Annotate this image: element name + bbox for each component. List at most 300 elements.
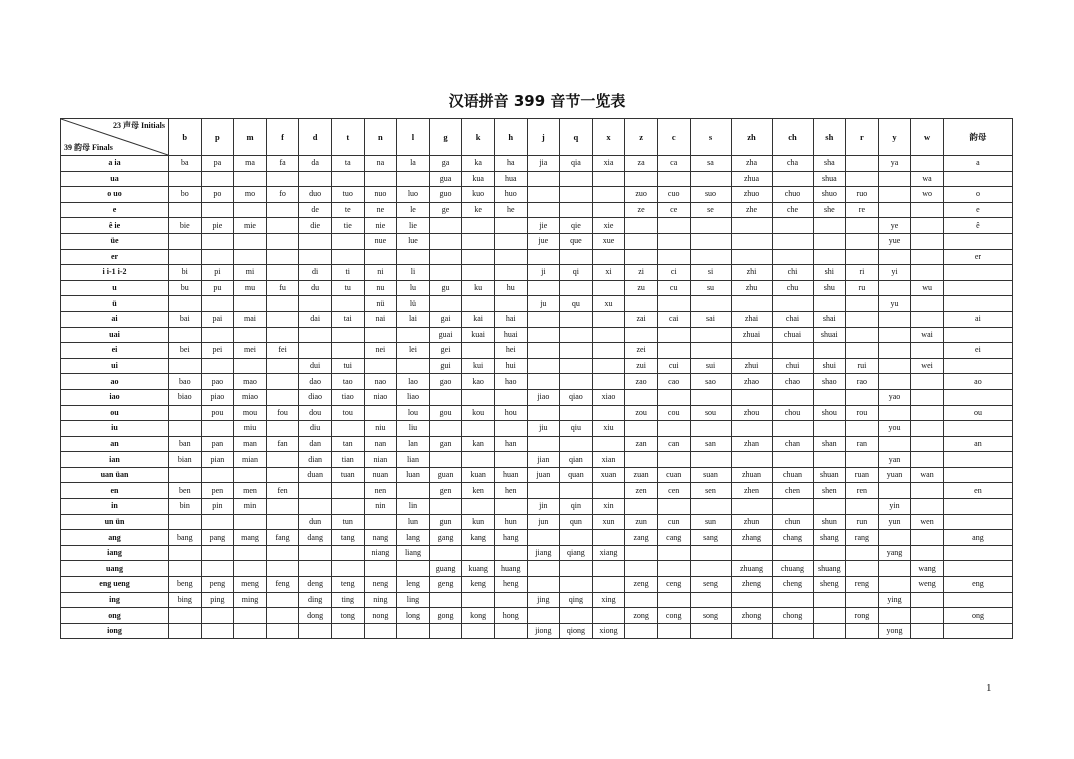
- syllable-cell: hen: [494, 483, 527, 499]
- final-label: ü: [61, 296, 169, 312]
- syllable-cell: [878, 187, 911, 203]
- table-row: [61, 561, 1013, 577]
- syllable-cell: [813, 421, 846, 437]
- syllable-cell: sao: [690, 374, 731, 390]
- syllable-cell: [657, 233, 690, 249]
- syllable-cell: kao: [462, 374, 495, 390]
- syllable-cell: mao: [234, 374, 267, 390]
- final-label: ang: [61, 530, 169, 546]
- syllable-cell: chang: [772, 530, 813, 546]
- syllable-cell: [331, 499, 364, 515]
- syllable-cell: [657, 249, 690, 265]
- syllable-cell: [266, 296, 299, 312]
- syllable-cell: zhen: [731, 483, 772, 499]
- column-header: c: [657, 119, 690, 156]
- syllable-cell: [494, 452, 527, 468]
- syllable-cell: [846, 327, 879, 343]
- syllable-cell: lin: [397, 499, 430, 515]
- table-row: [61, 156, 1013, 172]
- syllable-cell: bu: [169, 280, 202, 296]
- syllable-cell: lou: [397, 405, 430, 421]
- syllable-cell: [592, 436, 625, 452]
- syllable-cell: [911, 156, 944, 172]
- syllable-cell: jin: [527, 499, 560, 515]
- final-label: üe: [61, 233, 169, 249]
- syllable-cell: [266, 608, 299, 624]
- syllable-cell: huan: [494, 467, 527, 483]
- syllable-cell: dan: [299, 436, 332, 452]
- syllable-cell: er: [943, 249, 1012, 265]
- syllable-cell: ong: [943, 608, 1012, 624]
- syllable-cell: tai: [331, 311, 364, 327]
- syllable-cell: [813, 592, 846, 608]
- syllable-cell: wei: [911, 358, 944, 374]
- syllable-cell: zun: [625, 514, 658, 530]
- syllable-cell: luo: [397, 187, 430, 203]
- syllable-cell: [592, 483, 625, 499]
- syllable-cell: [731, 452, 772, 468]
- syllable-cell: chuai: [772, 327, 813, 343]
- column-header: k: [462, 119, 495, 156]
- initials-label: 23 声母 Initials: [112, 121, 165, 130]
- corner-header: [61, 119, 169, 156]
- syllable-cell: zhou: [731, 405, 772, 421]
- syllable-cell: [772, 171, 813, 187]
- syllable-cell: ping: [201, 592, 234, 608]
- syllable-cell: [169, 467, 202, 483]
- syllable-cell: [690, 296, 731, 312]
- column-header: q: [560, 119, 593, 156]
- syllable-cell: dian: [299, 452, 332, 468]
- syllable-cell: [625, 171, 658, 187]
- table-row: [61, 389, 1013, 405]
- syllable-cell: [527, 374, 560, 390]
- syllable-cell: [234, 233, 267, 249]
- syllable-cell: [772, 421, 813, 437]
- syllable-cell: wang: [911, 561, 944, 577]
- syllable-cell: [657, 171, 690, 187]
- syllable-cell: mi: [234, 265, 267, 281]
- syllable-cell: [772, 545, 813, 561]
- table-row: [61, 577, 1013, 593]
- syllable-cell: [911, 389, 944, 405]
- syllable-cell: [878, 358, 911, 374]
- syllable-cell: [266, 421, 299, 437]
- syllable-cell: ni: [364, 265, 397, 281]
- syllable-cell: pan: [201, 436, 234, 452]
- syllable-cell: [772, 296, 813, 312]
- syllable-cell: huo: [494, 187, 527, 203]
- syllable-cell: [266, 218, 299, 234]
- syllable-cell: [731, 233, 772, 249]
- syllable-cell: [911, 436, 944, 452]
- syllable-cell: [527, 561, 560, 577]
- syllable-cell: [560, 343, 593, 359]
- table-row: [61, 218, 1013, 234]
- final-label: a ia: [61, 156, 169, 172]
- syllable-cell: [266, 233, 299, 249]
- syllable-cell: tuan: [331, 467, 364, 483]
- final-label: ui: [61, 358, 169, 374]
- syllable-cell: san: [690, 436, 731, 452]
- syllable-cell: suo: [690, 187, 731, 203]
- syllable-cell: bin: [169, 499, 202, 515]
- syllable-cell: ji: [527, 265, 560, 281]
- syllable-cell: leng: [397, 577, 430, 593]
- syllable-cell: [299, 545, 332, 561]
- syllable-cell: jue: [527, 233, 560, 249]
- syllable-cell: zhun: [731, 514, 772, 530]
- syllable-cell: [772, 452, 813, 468]
- syllable-cell: ding: [299, 592, 332, 608]
- syllable-cell: [731, 592, 772, 608]
- syllable-cell: [690, 561, 731, 577]
- syllable-cell: teng: [331, 577, 364, 593]
- syllable-cell: [911, 608, 944, 624]
- syllable-cell: ya: [878, 156, 911, 172]
- syllable-cell: zhuai: [731, 327, 772, 343]
- syllable-cell: zai: [625, 311, 658, 327]
- syllable-cell: zhan: [731, 436, 772, 452]
- syllable-cell: [813, 623, 846, 639]
- final-label: ei: [61, 343, 169, 359]
- syllable-cell: quan: [560, 467, 593, 483]
- syllable-cell: [494, 545, 527, 561]
- syllable-cell: [813, 233, 846, 249]
- syllable-cell: [943, 452, 1012, 468]
- syllable-cell: [234, 545, 267, 561]
- syllable-cell: niu: [364, 421, 397, 437]
- syllable-cell: xian: [592, 452, 625, 468]
- syllable-cell: mou: [234, 405, 267, 421]
- syllable-cell: [878, 327, 911, 343]
- syllable-cell: [943, 421, 1012, 437]
- syllable-cell: niao: [364, 389, 397, 405]
- syllable-cell: [462, 249, 495, 265]
- syllable-cell: [331, 233, 364, 249]
- syllable-cell: [201, 545, 234, 561]
- syllable-cell: beng: [169, 577, 202, 593]
- syllable-cell: du: [299, 280, 332, 296]
- syllable-cell: [364, 623, 397, 639]
- syllable-cell: gai: [429, 311, 462, 327]
- syllable-cell: you: [878, 421, 911, 437]
- syllable-cell: zhua: [731, 171, 772, 187]
- syllable-cell: mo: [234, 187, 267, 203]
- syllable-cell: e: [943, 202, 1012, 218]
- syllable-cell: [560, 608, 593, 624]
- syllable-cell: [560, 171, 593, 187]
- syllable-cell: nen: [364, 483, 397, 499]
- syllable-cell: [266, 452, 299, 468]
- syllable-cell: ruo: [846, 187, 879, 203]
- syllable-cell: [169, 623, 202, 639]
- syllable-cell: rou: [846, 405, 879, 421]
- syllable-cell: [299, 343, 332, 359]
- syllable-cell: [813, 249, 846, 265]
- syllable-cell: dao: [299, 374, 332, 390]
- syllable-cell: [397, 327, 430, 343]
- syllable-cell: [560, 577, 593, 593]
- syllable-cell: [625, 452, 658, 468]
- syllable-cell: [462, 499, 495, 515]
- final-label: an: [61, 436, 169, 452]
- syllable-cell: ning: [364, 592, 397, 608]
- final-label: en: [61, 483, 169, 499]
- syllable-cell: xiu: [592, 421, 625, 437]
- syllable-cell: rao: [846, 374, 879, 390]
- syllable-cell: gang: [429, 530, 462, 546]
- syllable-cell: wu: [911, 280, 944, 296]
- syllable-cell: ju: [527, 296, 560, 312]
- syllable-cell: xia: [592, 156, 625, 172]
- column-header: n: [364, 119, 397, 156]
- table-row: [61, 187, 1013, 203]
- syllable-cell: [690, 327, 731, 343]
- syllable-cell: weng: [911, 577, 944, 593]
- syllable-cell: za: [625, 156, 658, 172]
- syllable-cell: [943, 545, 1012, 561]
- syllable-cell: ban: [169, 436, 202, 452]
- syllable-cell: [266, 545, 299, 561]
- syllable-cell: ai: [943, 311, 1012, 327]
- syllable-cell: [560, 483, 593, 499]
- syllable-cell: pa: [201, 156, 234, 172]
- syllable-cell: hang: [494, 530, 527, 546]
- syllable-cell: ye: [878, 218, 911, 234]
- syllable-cell: chong: [772, 608, 813, 624]
- syllable-cell: [429, 249, 462, 265]
- syllable-cell: ben: [169, 483, 202, 499]
- final-label: ou: [61, 405, 169, 421]
- syllable-cell: [731, 421, 772, 437]
- syllable-cell: [266, 358, 299, 374]
- final-label: u: [61, 280, 169, 296]
- syllable-cell: yong: [878, 623, 911, 639]
- syllable-cell: liang: [397, 545, 430, 561]
- syllable-cell: zou: [625, 405, 658, 421]
- syllable-cell: [169, 514, 202, 530]
- syllable-cell: qian: [560, 452, 593, 468]
- syllable-cell: [625, 545, 658, 561]
- syllable-cell: ying: [878, 592, 911, 608]
- table-row: [61, 296, 1013, 312]
- syllable-cell: [527, 327, 560, 343]
- syllable-cell: chou: [772, 405, 813, 421]
- syllable-cell: shen: [813, 483, 846, 499]
- syllable-cell: [462, 389, 495, 405]
- syllable-cell: zhuo: [731, 187, 772, 203]
- syllable-cell: jiang: [527, 545, 560, 561]
- syllable-cell: [846, 545, 879, 561]
- syllable-cell: yin: [878, 499, 911, 515]
- syllable-cell: duo: [299, 187, 332, 203]
- syllable-cell: [625, 592, 658, 608]
- syllable-cell: nao: [364, 374, 397, 390]
- syllable-cell: po: [201, 187, 234, 203]
- syllable-cell: han: [494, 436, 527, 452]
- syllable-cell: [299, 499, 332, 515]
- syllable-cell: [943, 623, 1012, 639]
- table-row: [61, 374, 1013, 390]
- syllable-cell: chi: [772, 265, 813, 281]
- syllable-cell: [201, 296, 234, 312]
- syllable-cell: [560, 327, 593, 343]
- syllable-cell: [560, 280, 593, 296]
- syllable-cell: [331, 327, 364, 343]
- syllable-cell: lan: [397, 436, 430, 452]
- syllable-cell: zhuang: [731, 561, 772, 577]
- syllable-cell: [397, 623, 430, 639]
- syllable-cell: pu: [201, 280, 234, 296]
- syllable-cell: [462, 421, 495, 437]
- syllable-cell: [878, 280, 911, 296]
- syllable-cell: [560, 405, 593, 421]
- syllable-cell: [911, 545, 944, 561]
- syllable-cell: [494, 249, 527, 265]
- syllable-cell: [943, 358, 1012, 374]
- syllable-cell: [494, 592, 527, 608]
- syllable-cell: cang: [657, 530, 690, 546]
- syllable-cell: [234, 202, 267, 218]
- syllable-cell: [731, 389, 772, 405]
- syllable-cell: [731, 499, 772, 515]
- syllable-cell: chuo: [772, 187, 813, 203]
- syllable-cell: jie: [527, 218, 560, 234]
- syllable-cell: dong: [299, 608, 332, 624]
- final-label: iong: [61, 623, 169, 639]
- syllable-cell: [657, 499, 690, 515]
- syllable-cell: [266, 389, 299, 405]
- syllable-cell: [911, 405, 944, 421]
- syllable-cell: nuo: [364, 187, 397, 203]
- syllable-cell: shuang: [813, 561, 846, 577]
- syllable-cell: yuan: [878, 467, 911, 483]
- syllable-cell: [494, 421, 527, 437]
- syllable-cell: qiu: [560, 421, 593, 437]
- syllable-cell: shun: [813, 514, 846, 530]
- table-row: [61, 452, 1013, 468]
- syllable-cell: [943, 327, 1012, 343]
- syllable-cell: pian: [201, 452, 234, 468]
- column-header: ch: [772, 119, 813, 156]
- syllable-cell: nin: [364, 499, 397, 515]
- final-label: ao: [61, 374, 169, 390]
- syllable-cell: zhu: [731, 280, 772, 296]
- syllable-cell: [657, 452, 690, 468]
- syllable-cell: fo: [266, 187, 299, 203]
- syllable-cell: zhe: [731, 202, 772, 218]
- syllable-cell: sheng: [813, 577, 846, 593]
- syllable-cell: [331, 421, 364, 437]
- syllable-cell: pie: [201, 218, 234, 234]
- syllable-cell: [299, 623, 332, 639]
- syllable-cell: ren: [846, 483, 879, 499]
- syllable-cell: [462, 343, 495, 359]
- syllable-cell: a: [943, 156, 1012, 172]
- syllable-cell: ke: [462, 202, 495, 218]
- syllable-cell: xuan: [592, 467, 625, 483]
- syllable-cell: jing: [527, 592, 560, 608]
- syllable-cell: [878, 202, 911, 218]
- syllable-cell: que: [560, 233, 593, 249]
- syllable-cell: zui: [625, 358, 658, 374]
- syllable-cell: [592, 608, 625, 624]
- column-header: y: [878, 119, 911, 156]
- syllable-cell: [169, 171, 202, 187]
- syllable-cell: gui: [429, 358, 462, 374]
- syllable-cell: [943, 467, 1012, 483]
- syllable-cell: [592, 187, 625, 203]
- column-header: s: [690, 119, 731, 156]
- syllable-cell: [592, 327, 625, 343]
- syllable-cell: shua: [813, 171, 846, 187]
- column-header: l: [397, 119, 430, 156]
- syllable-cell: yang: [878, 545, 911, 561]
- syllable-cell: [527, 358, 560, 374]
- syllable-cell: cheng: [772, 577, 813, 593]
- syllable-cell: gan: [429, 436, 462, 452]
- syllable-cell: shuan: [813, 467, 846, 483]
- column-header: x: [592, 119, 625, 156]
- table-row: [61, 499, 1013, 515]
- syllable-cell: hua: [494, 171, 527, 187]
- syllable-cell: [592, 374, 625, 390]
- syllable-cell: guang: [429, 561, 462, 577]
- syllable-cell: [527, 436, 560, 452]
- syllable-cell: [592, 561, 625, 577]
- syllable-cell: mie: [234, 218, 267, 234]
- syllable-cell: ling: [397, 592, 430, 608]
- syllable-cell: yi: [878, 265, 911, 281]
- syllable-cell: peng: [201, 577, 234, 593]
- final-label: o uo: [61, 187, 169, 203]
- syllable-cell: rang: [846, 530, 879, 546]
- syllable-cell: zuan: [625, 467, 658, 483]
- syllable-cell: [560, 358, 593, 374]
- final-label: iang: [61, 545, 169, 561]
- syllable-cell: [462, 296, 495, 312]
- syllable-cell: liu: [397, 421, 430, 437]
- syllable-cell: chao: [772, 374, 813, 390]
- syllable-cell: [911, 265, 944, 281]
- syllable-cell: [846, 452, 879, 468]
- syllable-cell: fang: [266, 530, 299, 546]
- syllable-cell: [299, 327, 332, 343]
- syllable-cell: sun: [690, 514, 731, 530]
- syllable-cell: lei: [397, 343, 430, 359]
- syllable-cell: zen: [625, 483, 658, 499]
- syllable-cell: le: [397, 202, 430, 218]
- syllable-cell: [943, 296, 1012, 312]
- syllable-cell: dui: [299, 358, 332, 374]
- syllable-cell: shui: [813, 358, 846, 374]
- syllable-cell: tan: [331, 436, 364, 452]
- syllable-cell: [527, 405, 560, 421]
- syllable-cell: te: [331, 202, 364, 218]
- syllable-cell: [201, 358, 234, 374]
- syllable-cell: [266, 202, 299, 218]
- syllable-cell: suan: [690, 467, 731, 483]
- final-label: e: [61, 202, 169, 218]
- syllable-cell: bao: [169, 374, 202, 390]
- table-row: [61, 608, 1013, 624]
- syllable-cell: [772, 343, 813, 359]
- syllable-cell: [813, 389, 846, 405]
- table-row: [61, 171, 1013, 187]
- syllable-cell: [266, 265, 299, 281]
- syllable-cell: tui: [331, 358, 364, 374]
